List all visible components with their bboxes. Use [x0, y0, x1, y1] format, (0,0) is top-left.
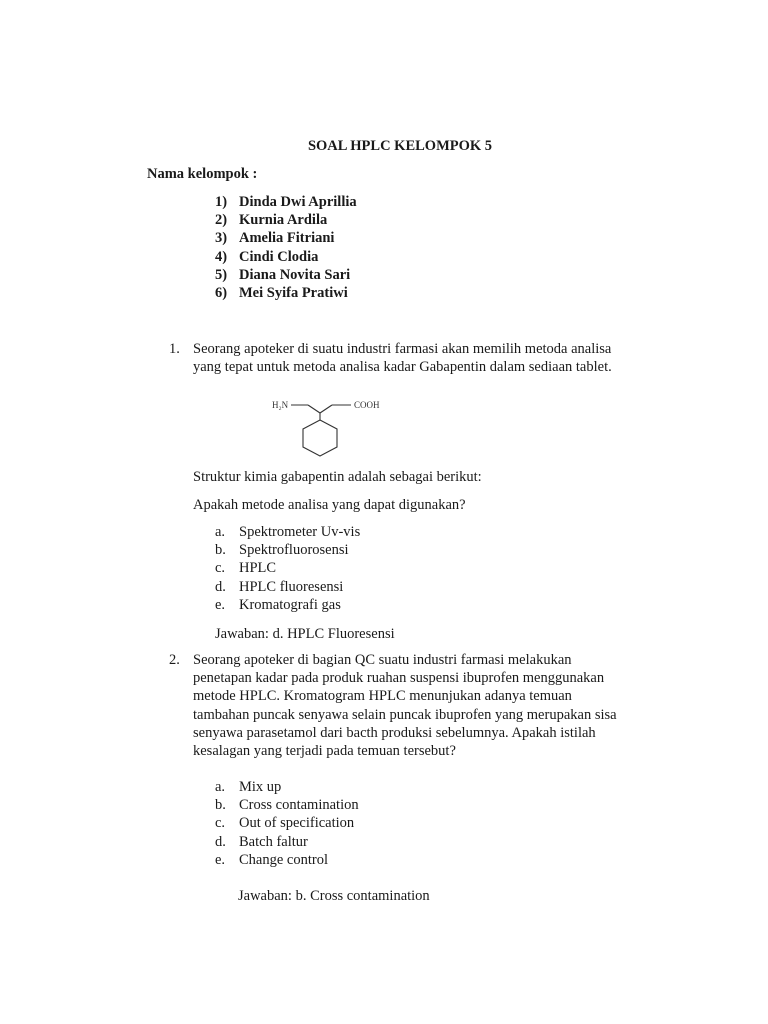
option-letter: b.	[215, 797, 226, 814]
option-text: HPLC	[239, 560, 277, 577]
amine-label: H₂N	[272, 400, 289, 410]
option-item	[215, 814, 359, 832]
option-letter: e.	[215, 596, 226, 613]
question-1-prompt: Apakah metode analisa yang dapat digunakan?	[193, 497, 466, 513]
option-item	[215, 541, 360, 559]
member-number: 5)	[215, 266, 228, 283]
question-1-text	[193, 340, 673, 376]
option-item	[215, 578, 360, 596]
question-2-text	[193, 651, 673, 760]
question-1-number: 1.	[169, 341, 180, 357]
question-line: penetapan kadar pada produk ruahan suspensi ibuprofen menggunakan	[193, 670, 605, 687]
option-letter: a.	[215, 779, 226, 795]
structure-caption: Struktur kimia gabapentin adalah sebagai berikut:	[193, 469, 482, 485]
question-2-answer: Jawaban: b. Cross contamination	[238, 888, 430, 904]
option-text: Change control	[239, 851, 328, 868]
member-item	[215, 248, 357, 266]
member-number: 2)	[215, 212, 228, 229]
option-item	[215, 796, 359, 814]
question-2-options	[215, 778, 359, 869]
question-2-number: 2.	[169, 652, 180, 668]
document-title: SOAL HPLC KELOMPOK 5	[307, 138, 493, 154]
option-letter: a.	[215, 524, 226, 540]
group-label: Nama kelompok :	[147, 166, 258, 182]
question-line: tambahan puncak senyawa selain puncak ibuprofen yang merupakan sisa	[193, 706, 617, 723]
member-item	[215, 266, 357, 284]
option-letter: b.	[215, 542, 226, 559]
option-text: Cross contamination	[239, 797, 359, 814]
member-name: Kurnia Ardila	[239, 212, 328, 229]
question-line: kesalagan yang terjadi pada temuan tersebut?	[193, 743, 456, 760]
member-number: 3)	[215, 230, 228, 247]
question-1-answer: Jawaban: d. HPLC Fluoresensi	[215, 626, 395, 642]
question-line: Seorang apoteker di bagian QC suatu industri farmasi melakukan	[193, 652, 572, 668]
option-text: HPLC fluoresensi	[239, 578, 344, 595]
question-line: Seorang apoteker di suatu industri farmasi akan memilih metoda analisa	[193, 341, 612, 357]
member-name: Diana Novita Sari	[239, 266, 351, 283]
member-list	[215, 193, 357, 302]
option-item	[215, 851, 359, 869]
option-item	[215, 833, 359, 851]
member-number: 6)	[215, 284, 228, 301]
question-line: senyawa parasetamol dari bacth produksi sebelumnya. Apakah istilah	[193, 724, 596, 741]
member-item	[215, 211, 357, 229]
member-number: 1)	[215, 194, 228, 210]
option-text: Out of specification	[239, 815, 355, 832]
option-letter: d.	[215, 833, 226, 850]
gabapentin-structure	[268, 393, 398, 465]
option-letter: c.	[215, 815, 226, 832]
option-letter: c.	[215, 560, 226, 577]
option-letter: e.	[215, 851, 226, 868]
member-item	[215, 193, 357, 211]
option-text: Spektrometer Uv-vis	[239, 524, 361, 540]
member-name: Cindi Clodia	[239, 248, 319, 265]
option-item	[215, 523, 360, 541]
option-text: Spektrofluorosensi	[239, 542, 349, 559]
option-item	[215, 559, 360, 577]
acid-label: COOH	[354, 400, 380, 410]
member-name: Dinda Dwi Aprillia	[239, 194, 357, 210]
member-item	[215, 229, 357, 247]
question-1-options	[215, 523, 360, 614]
option-item	[215, 596, 360, 614]
question-line: metode HPLC. Kromatogram HPLC menunjukan adanya temuan	[193, 688, 572, 705]
member-name: Amelia Fitriani	[239, 230, 335, 247]
option-item	[215, 778, 359, 796]
member-number: 4)	[215, 248, 228, 265]
member-item	[215, 284, 357, 302]
option-text: Mix up	[239, 779, 282, 795]
member-name: Mei Syifa Pratiwi	[239, 284, 348, 301]
question-line: yang tepat untuk metoda analisa kadar Gabapentin dalam sediaan tablet.	[193, 359, 612, 376]
option-letter: d.	[215, 578, 226, 595]
option-text: Kromatografi gas	[239, 596, 341, 613]
option-text: Batch faltur	[239, 833, 308, 850]
